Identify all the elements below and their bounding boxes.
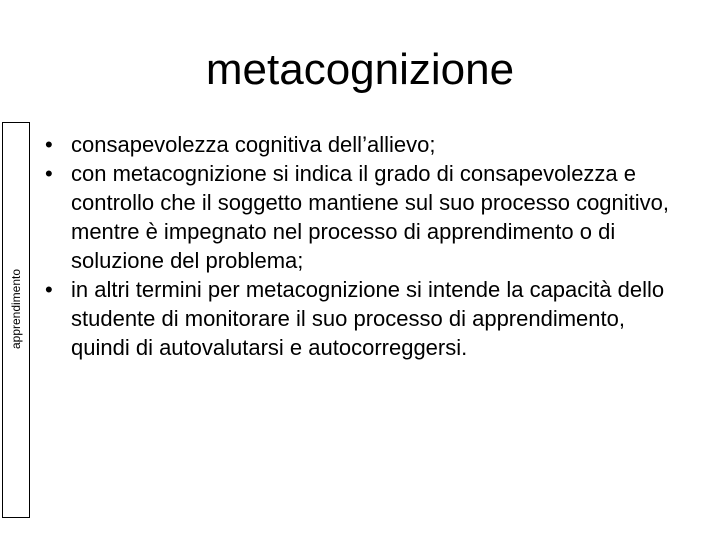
bullet-icon: •	[45, 161, 53, 186]
bullet-icon: •	[45, 132, 53, 157]
bullet-item	[44, 275, 684, 362]
bullet-item	[44, 130, 684, 159]
bullet-icon: •	[45, 277, 53, 302]
side-label: apprendimento	[9, 268, 23, 350]
bullet-list	[44, 130, 684, 362]
slide-title: metacognizione	[205, 45, 515, 94]
bullet-text: con metacognizione si indica il grado di consapevolezza e controllo che il soggetto mantiene sul suo processo cognitivo, mentre è impegnato nel processo di apprendimento o di soluzione del problema;	[71, 161, 670, 273]
bullet-item	[44, 159, 684, 275]
bullet-text: consapevolezza cognitiva dell’allievo;	[71, 132, 436, 157]
bullet-text: in altri termini per metacognizione si intende la capacità dello studente di monitorare il suo processo di apprendimento, quindi di autovalutarsi e autocorreggersi.	[71, 277, 665, 360]
